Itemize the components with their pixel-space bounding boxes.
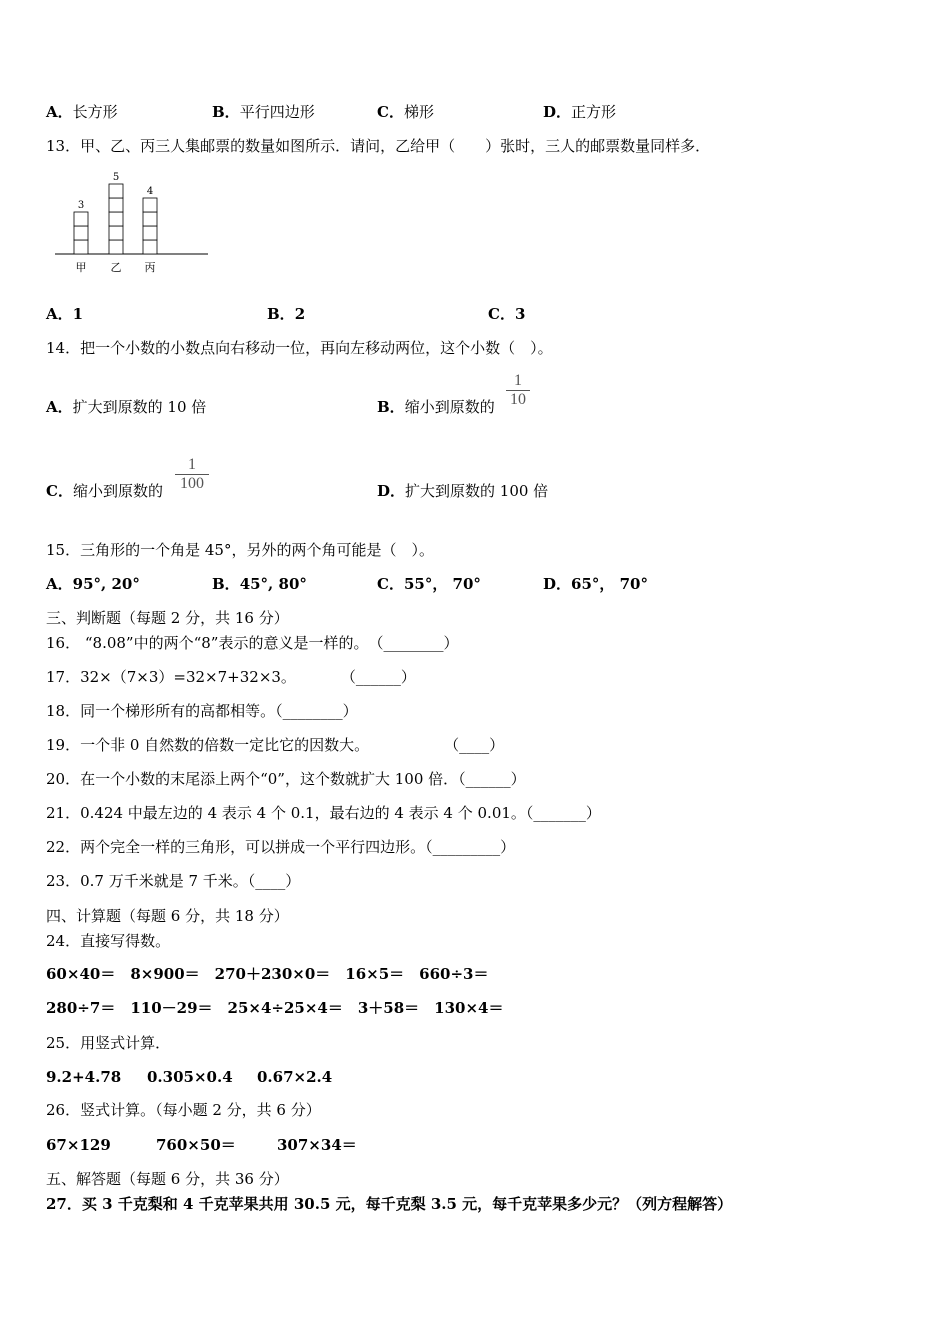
bar-cell bbox=[109, 212, 123, 226]
q14-option-b: B．缩小到原数的 bbox=[377, 398, 495, 416]
question-22: 22．两个完全一样的三角形，可以拼成一个平行四边形。（_________） bbox=[46, 838, 516, 856]
question-26-item-3: 307×34＝ bbox=[277, 1136, 357, 1154]
bar-cell bbox=[143, 198, 157, 212]
bar-cell bbox=[109, 184, 123, 198]
data-label: 4 bbox=[146, 186, 154, 197]
category-label: 甲 bbox=[75, 261, 87, 274]
bar-cell bbox=[74, 240, 88, 254]
question-23: 23．0.7 万千米就是 7 千米。（____） bbox=[46, 872, 301, 890]
q12-option-d: D．正方形 bbox=[543, 103, 617, 121]
bar-cell bbox=[109, 240, 123, 254]
q13-option-c: C．3 bbox=[488, 305, 526, 323]
q15-option-a: A．95°, 20° bbox=[46, 575, 140, 593]
q14-option-c: C．缩小到原数的 bbox=[46, 482, 163, 500]
q15-stem: 15．三角形的一个角是 45°，另外的两个角可能是（ ）。 bbox=[46, 541, 434, 559]
bar-cell bbox=[109, 198, 123, 212]
question-20: 20．在一个小数的末尾添上两个“0”，这个数就扩大 100 倍．（______） bbox=[46, 770, 526, 788]
fraction-denominator: 10 bbox=[506, 390, 530, 409]
q14-option-c-fraction bbox=[175, 456, 209, 493]
q15-option-c: C．55°， 70° bbox=[377, 575, 481, 593]
bar-cell bbox=[74, 226, 88, 240]
question-27-stem: 27．买 3 千克梨和 4 千克苹果共用 30.5 元，每千克梨 3.5 元，每千克苹果多少元？（列方程解答） bbox=[46, 1195, 733, 1213]
fraction-numerator: 1 bbox=[188, 456, 196, 473]
bar-甲 bbox=[74, 212, 88, 254]
question-25-item-1: 9.2+4.78 bbox=[46, 1068, 122, 1086]
q15-option-d: D．65°， 70° bbox=[543, 575, 648, 593]
question-24-row-2: 280÷7＝ 110－29＝ 25×4÷25×4＝ 3＋58＝ 130×4＝ bbox=[46, 999, 504, 1017]
question-17: 17．32×（7×3）=32×7+32×3。 （______） bbox=[46, 668, 416, 686]
question-19: 19．一个非 0 自然数的倍数一定比它的因数大。 （____） bbox=[46, 736, 505, 754]
bar-丙 bbox=[143, 198, 157, 254]
bar-cell bbox=[143, 226, 157, 240]
category-label: 乙 bbox=[110, 261, 122, 274]
question-21: 21．0.424 中最左边的 4 表示 4 个 0.1，最右边的 4 表示 4 个 0.01。（_______） bbox=[46, 804, 601, 822]
bar-乙 bbox=[109, 184, 123, 254]
q14-option-d: D．扩大到原数的 100 倍 bbox=[377, 482, 549, 500]
question-24-stem: 24．直接写得数。 bbox=[46, 932, 171, 950]
section-3-heading: 三、判断题（每题 2 分，共 16 分） bbox=[46, 609, 289, 627]
question-25-item-2: 0.305×0.4 bbox=[147, 1068, 233, 1086]
question-25-item-3: 0.67×2.4 bbox=[257, 1068, 333, 1086]
q14-option-b-fraction bbox=[506, 372, 530, 409]
question-26-stem: 26．竖式计算。（每小题 2 分，共 6 分） bbox=[46, 1101, 321, 1119]
question-26-item-1: 67×129 bbox=[46, 1136, 111, 1154]
bar-cell bbox=[143, 240, 157, 254]
data-label: 5 bbox=[112, 172, 120, 183]
section-4-heading: 四、计算题（每题 6 分，共 18 分） bbox=[46, 907, 289, 925]
section-5-heading: 五、解答题（每题 6 分，共 36 分） bbox=[46, 1170, 289, 1188]
question-25-stem: 25．用竖式计算． bbox=[46, 1034, 171, 1052]
q14-stem: 14．把一个小数的小数点向右移动一位，再向左移动两位，这个小数（ ）。 bbox=[46, 339, 553, 357]
question-18: 18．同一个梯形所有的高都相等。（________） bbox=[46, 702, 358, 720]
q12-option-c: C．梯形 bbox=[377, 103, 434, 121]
q12-option-b: B．平行四边形 bbox=[212, 103, 315, 121]
question-16: 16． “8.08”中的两个“8”表示的意义是一样的。 （________） bbox=[46, 634, 459, 652]
q13-stem: 13．甲、乙、丙三人集邮票的数量如图所示．请问，乙给甲（ ）张时，三人的邮票数量同样多． bbox=[46, 137, 711, 155]
question-24-row-1: 60×40＝ 8×900＝ 270＋230×0＝ 16×5＝ 660÷3＝ bbox=[46, 965, 489, 983]
q15-option-b: B．45°, 80° bbox=[212, 575, 307, 593]
bar-cell bbox=[143, 212, 157, 226]
bar-cell bbox=[74, 212, 88, 226]
question-26-item-2: 760×50＝ bbox=[156, 1136, 236, 1154]
fraction-numerator: 1 bbox=[514, 372, 522, 389]
fraction-denominator: 100 bbox=[175, 474, 209, 493]
q12-option-a: A．长方形 bbox=[46, 103, 118, 121]
stamp-chart bbox=[50, 166, 220, 281]
q14-option-a: A．扩大到原数的 10 倍 bbox=[46, 398, 207, 416]
q13-option-b: B．2 bbox=[267, 305, 306, 323]
category-label: 丙 bbox=[144, 261, 156, 274]
bar-cell bbox=[109, 226, 123, 240]
data-label: 3 bbox=[77, 200, 85, 211]
q13-option-a: A．1 bbox=[46, 305, 84, 323]
